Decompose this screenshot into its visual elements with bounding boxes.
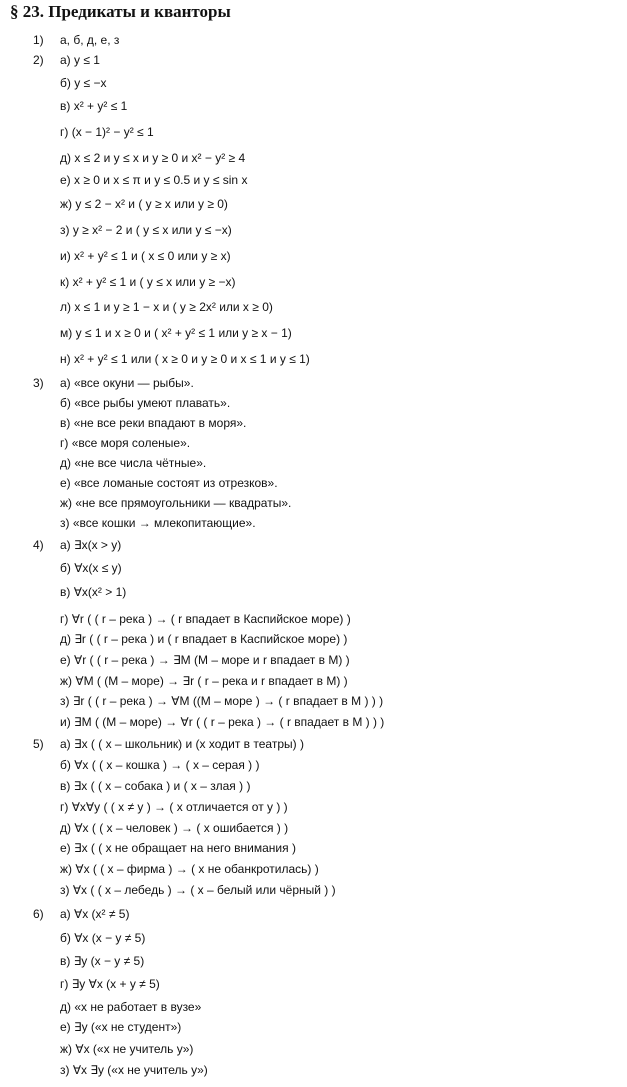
answer-line: в) ∀x(x² > 1) [60, 585, 127, 599]
section-number: 2) [33, 53, 44, 67]
answer-line: д) ∀x ( ( x – человек ) → ( x ошибается ) ) [60, 821, 289, 835]
answer-line: и) x² + y² ≤ 1 и ( x ≤ 0 или y ≥ x) [60, 249, 231, 263]
answer-line: а) ∀x (x² ≠ 5) [60, 907, 130, 921]
answer-line: в) ∃y (x − y ≠ 5) [60, 954, 145, 968]
answer-line: г) ∀r ( ( r – река ) → ( r впадает в Каспийское море) ) [60, 612, 351, 626]
answer-line: е) ∃x ( ( x не обращает на него внимания ) [60, 841, 296, 855]
answer-line: е) «все ломаные состоят из отрезков». [60, 476, 278, 490]
answer-line: ж) ∀x («x не учитель y») [60, 1042, 194, 1056]
answer-line: б) ∀x(x ≤ y) [60, 561, 122, 575]
answer-line: а, б, д, е, з [60, 33, 120, 47]
answer-line: к) x² + y² ≤ 1 и ( y ≤ x или y ≥ −x) [60, 275, 236, 289]
answer-line: з) ∀x ∃y («x не учитель y») [60, 1063, 208, 1077]
answer-line: з) ∀x ( ( x – лебедь ) → ( x – белый или чёрный ) ) [60, 883, 336, 897]
answer-line: а) ∃x(x > y) [60, 538, 122, 552]
answer-line: д) «x не работает в вузе» [60, 1000, 202, 1014]
section-number: 1) [33, 33, 44, 47]
answer-line: и) ∃M ( (M – море) → ∀r ( ( r – река ) → ( r впадает в M ) ) ) [60, 715, 385, 729]
answer-line: а) y ≤ 1 [60, 53, 100, 67]
answer-line: е) ∀r ( ( r – река ) → ∃M (M – море и r впадает в M) ) [60, 653, 350, 667]
answer-line: а) «все окуни — рыбы». [60, 376, 194, 390]
answer-line: д) x ≤ 2 и y ≤ x и y ≥ 0 и x² − y² ≥ 4 [60, 151, 246, 165]
answer-line: ж) ∀M ( (M – море) → ∃r ( r – река и r впадает в M) ) [60, 674, 348, 688]
section-number: 5) [33, 737, 44, 751]
answer-line: в) x² + y² ≤ 1 [60, 99, 128, 113]
answer-line: д) ∃r ( ( r – река ) и ( r впадает в Каспийское море) ) [60, 632, 348, 646]
answer-line: ж) ∀x ( ( x – фирма ) → ( x не обанкротилась) ) [60, 862, 319, 876]
answer-line: г) ∀x∀y ( ( x ≠ y ) → ( x отличается от y ) ) [60, 800, 288, 814]
answer-line: з) «все кошки → млекопитающие». [60, 516, 256, 530]
answer-line: д) «не все числа чётные». [60, 456, 207, 470]
answer-line: з) y ≥ x² − 2 и ( y ≤ x или y ≤ −x) [60, 223, 232, 237]
answer-line: б) ∀x (x − y ≠ 5) [60, 931, 146, 945]
answer-line: в) ∃x ( ( x – собака ) и ( x – злая ) ) [60, 779, 251, 793]
section-number: 4) [33, 538, 44, 552]
answer-line: б) ∀x ( ( x – кошка ) → ( x – серая ) ) [60, 758, 260, 772]
answer-line: а) ∃x ( ( x – школьник) и (x ходит в театры) ) [60, 737, 304, 751]
answer-line: м) y ≤ 1 и x ≥ 0 и ( x² + y² ≤ 1 или y ≥ x − 1) [60, 326, 292, 340]
section-number: 3) [33, 376, 44, 390]
answer-line: б) «все рыбы умеют плавать». [60, 396, 231, 410]
section-number: 6) [33, 907, 44, 921]
answer-line: л) x ≤ 1 и y ≥ 1 − x и ( y ≥ 2x² или x ≥ 0) [60, 300, 273, 314]
answer-line: е) x ≥ 0 и x ≤ π и y ≤ 0.5 и y ≤ sin x [60, 173, 248, 187]
answer-line: н) x² + y² ≤ 1 или ( x ≥ 0 и y ≥ 0 и x ≤ 1 и y ≤ 1) [60, 352, 310, 366]
answer-line: е) ∃y («x не студент») [60, 1020, 182, 1034]
page-title: § 23. Предикаты и кванторы [10, 2, 231, 21]
answer-line: б) y ≤ −x [60, 76, 107, 90]
answer-line: г) ∃y ∀x (x + y ≠ 5) [60, 977, 160, 991]
answer-line: в) «не все реки впадают в моря». [60, 416, 247, 430]
answer-line: з) ∃r ( ( r – река ) → ∀M ((M – море ) → ( r впадает в M ) ) ) [60, 694, 384, 708]
answer-line: г) «все моря соленые». [60, 436, 191, 450]
answer-line: г) (x − 1)² − y² ≤ 1 [60, 125, 154, 139]
answer-line: ж) y ≤ 2 − x² и ( y ≥ x или y ≥ 0) [60, 197, 228, 211]
answer-line: ж) «не все прямоугольники — квадраты». [60, 496, 292, 510]
